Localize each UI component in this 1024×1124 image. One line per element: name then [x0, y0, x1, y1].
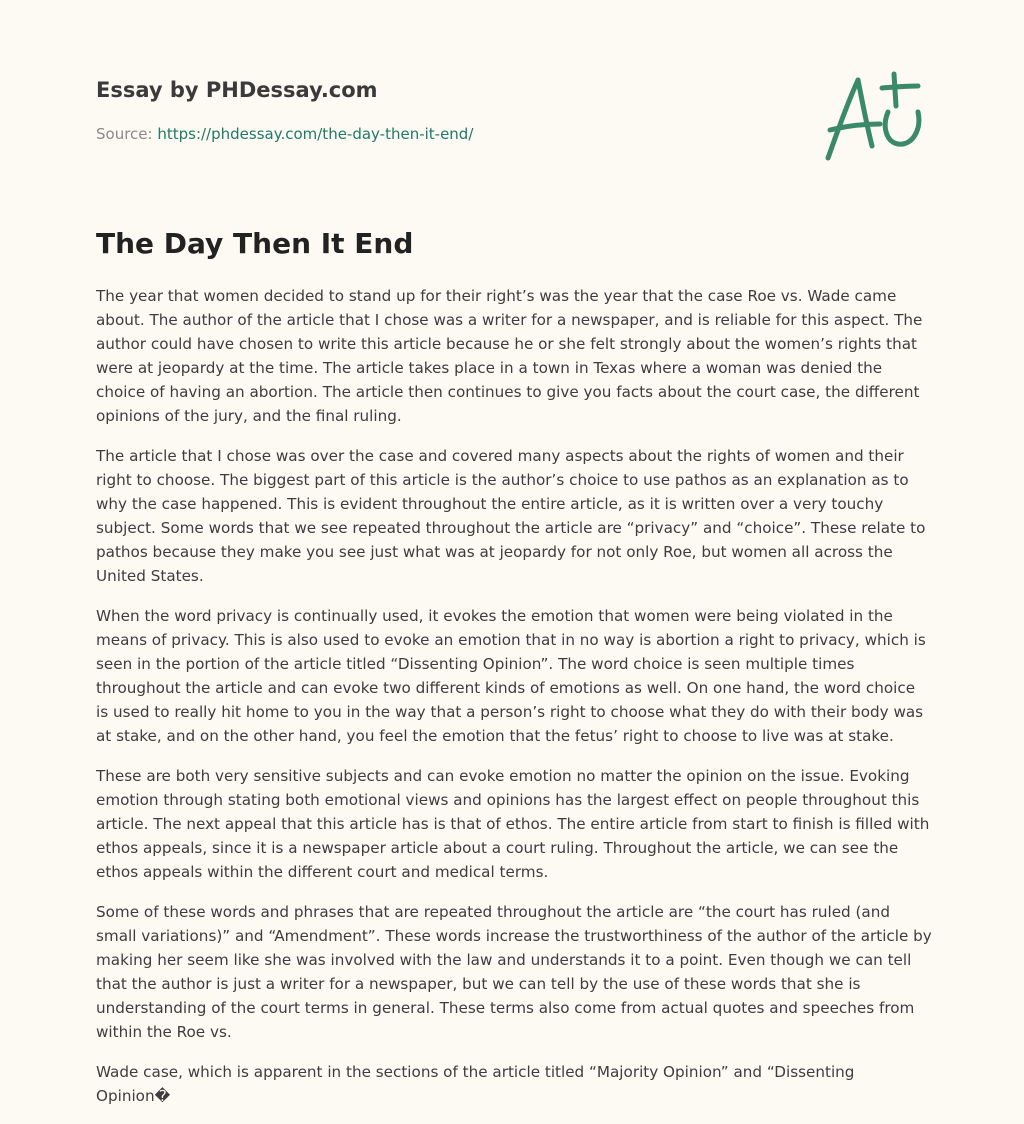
essay-body	[96, 284, 932, 1124]
essay-paragraph: These are both very sensitive subjects and can evoke emotion no matter the opinion on the issue. Evoking emotion through stating both emotional views and opinions has the largest effect on people throughout this article. The next appeal that this article has is that of ethos. The entire article from start to finish is filled with ethos appeals, since it is a newspaper article about a court ruling. Throughout the article, we can see the ethos appeals within the different court and medical terms.	[96, 767, 930, 881]
essay-title: The Day Then It End	[96, 227, 414, 260]
essay-paragraph: The year that women decided to stand up for their right’s was the year that the case Roe vs. Wade came about. The author of the article that I chose was a writer for a newspaper, and is reliable for this aspect. The author could have chosen to write this article because he or she felt strongly about the women’s rights that were at jeopardy at the time. The article takes place in a town in Texas where a woman was denied the choice of having an abortion. The article then continues to give you facts about the court case, the different opinions of the jury, and the final ruling.	[96, 287, 923, 425]
source-line	[96, 124, 473, 144]
source-link[interactable]: https://phdessay.com/the-day-then-it-end/	[157, 125, 474, 143]
essay-paragraph: The article that I chose was over the case and covered many aspects about the rights of women and their right to choose. The biggest part of this article is the author’s choice to use pathos as an explanation as to why the case happened. This is evident throughout the entire article, as it is written over a very touchy subject. Some words that we see repeated throughout the article are “privacy” and “choice”. These relate to pathos because they make you see just what was at jeopardy for not only Roe, but women all across the United States.	[96, 447, 926, 585]
essay-paragraph: Wade case, which is apparent in the sections of the article titled “Majority Opinion” and “Dissenting Opinion�	[96, 1063, 855, 1105]
source-label: Source:	[96, 125, 158, 143]
a-plus-logo-icon	[822, 66, 926, 166]
brand-title: Essay by PHDessay.com	[96, 78, 378, 102]
essay-paragraph: When the word privacy is continually used, it evokes the emotion that women were being violated in the means of privacy. This is also used to evoke an emotion that in no way is abortion a right to privacy, which is seen in the portion of the article titled “Dissenting Opinion”. The word choice is seen multiple times throughout the article and can evoke two different kinds of emotions as well. On one hand, the word choice is used to really hit home to you in the way that a person’s right to choose what they do with their body was at stake, and on the other hand, you feel the emotion that the fetus’ right to choose to live was at stake.	[96, 607, 926, 745]
essay-paragraph: Some of these words and phrases that are repeated throughout the article are “the court has ruled (and small variations)” and “Amendment”. These words increase the trustworthiness of the author of the article by making her seem like she was involved with the law and understands it to a point. Even though we can tell that the author is just a writer for a newspaper, but we can tell by the use of these words that she is understanding of the court terms in general. These terms also come from actual quotes and speeches from within the Roe vs.	[96, 903, 932, 1041]
